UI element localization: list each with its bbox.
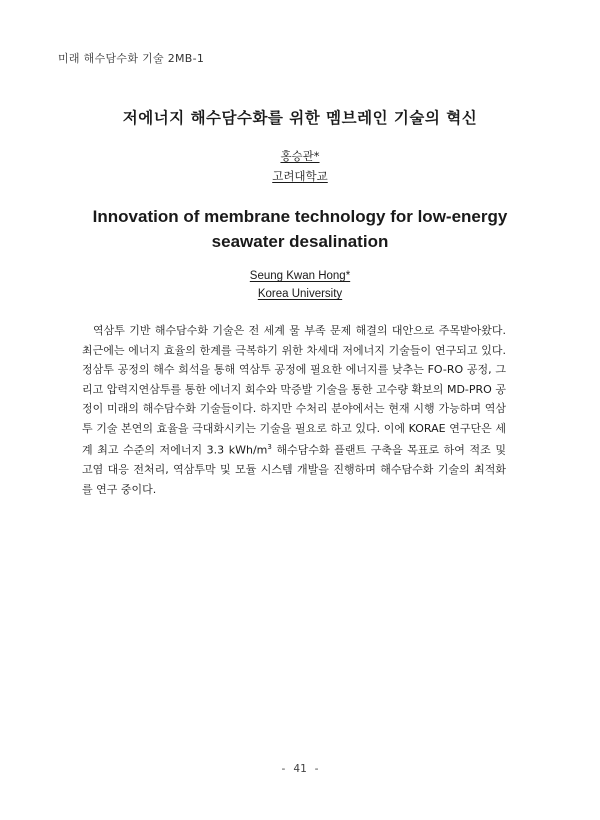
page-number: - 41 - <box>280 762 320 775</box>
english-author: Seung Kwan Hong* <box>249 270 351 282</box>
korean-author: 홍승관* <box>280 149 320 163</box>
abstract-paragraph <box>82 321 506 499</box>
english-title: Innovation of membrane technology for low-energy seawater desalination <box>92 207 508 251</box>
abstract-superscript: 3 <box>267 443 272 451</box>
series-header: 미래 해수담수화 기술 2MB-1 <box>58 52 205 65</box>
korean-title: 저에너지 해수담수화를 위한 멤브레인 기술의 혁신 <box>122 109 478 127</box>
abstract-text-part1: 역삼투 기반 해수담수화 기술은 전 세계 물 부족 문제 해결의 대안으로 주목받아왔다. 최근에는 에너지 효율의 한계를 극복하기 위한 차세대 저에너지 기술들이 연구되고 있다. 정삼투 공정의 해수 희석을 통해 역삼투 공정에 필요한 에너지를 낮추는 FO-RO 공정, 그리고 압력지연삼투를 통한 에너지 회수와 막증발 기술을 통한 고수량 확보의 MD-PRO 공정이 미래의 해수담수화 기술들이다. 하지만 수처리 분야에서는 현재 시행 가능하며 역삼투 기술 본연의 효율을 극대화시키는 기술을 필요로 하고 있다. 이에 KORAE 연구단은 세계 최고 수준의 저에너지 3.3 kWh/m <box>82 324 506 457</box>
korean-affiliation: 고려대학교 <box>272 169 328 183</box>
english-affiliation: Korea University <box>257 288 343 300</box>
abstract-text-part2: 해수담수화 플랜트 구축을 목표로 하여 적조 및 고염 대응 전처리, 역삼투막 및 모듈 시스템 개발을 진행하며 해수담수화 기술의 최적화를 연구 중이다. <box>82 443 506 496</box>
